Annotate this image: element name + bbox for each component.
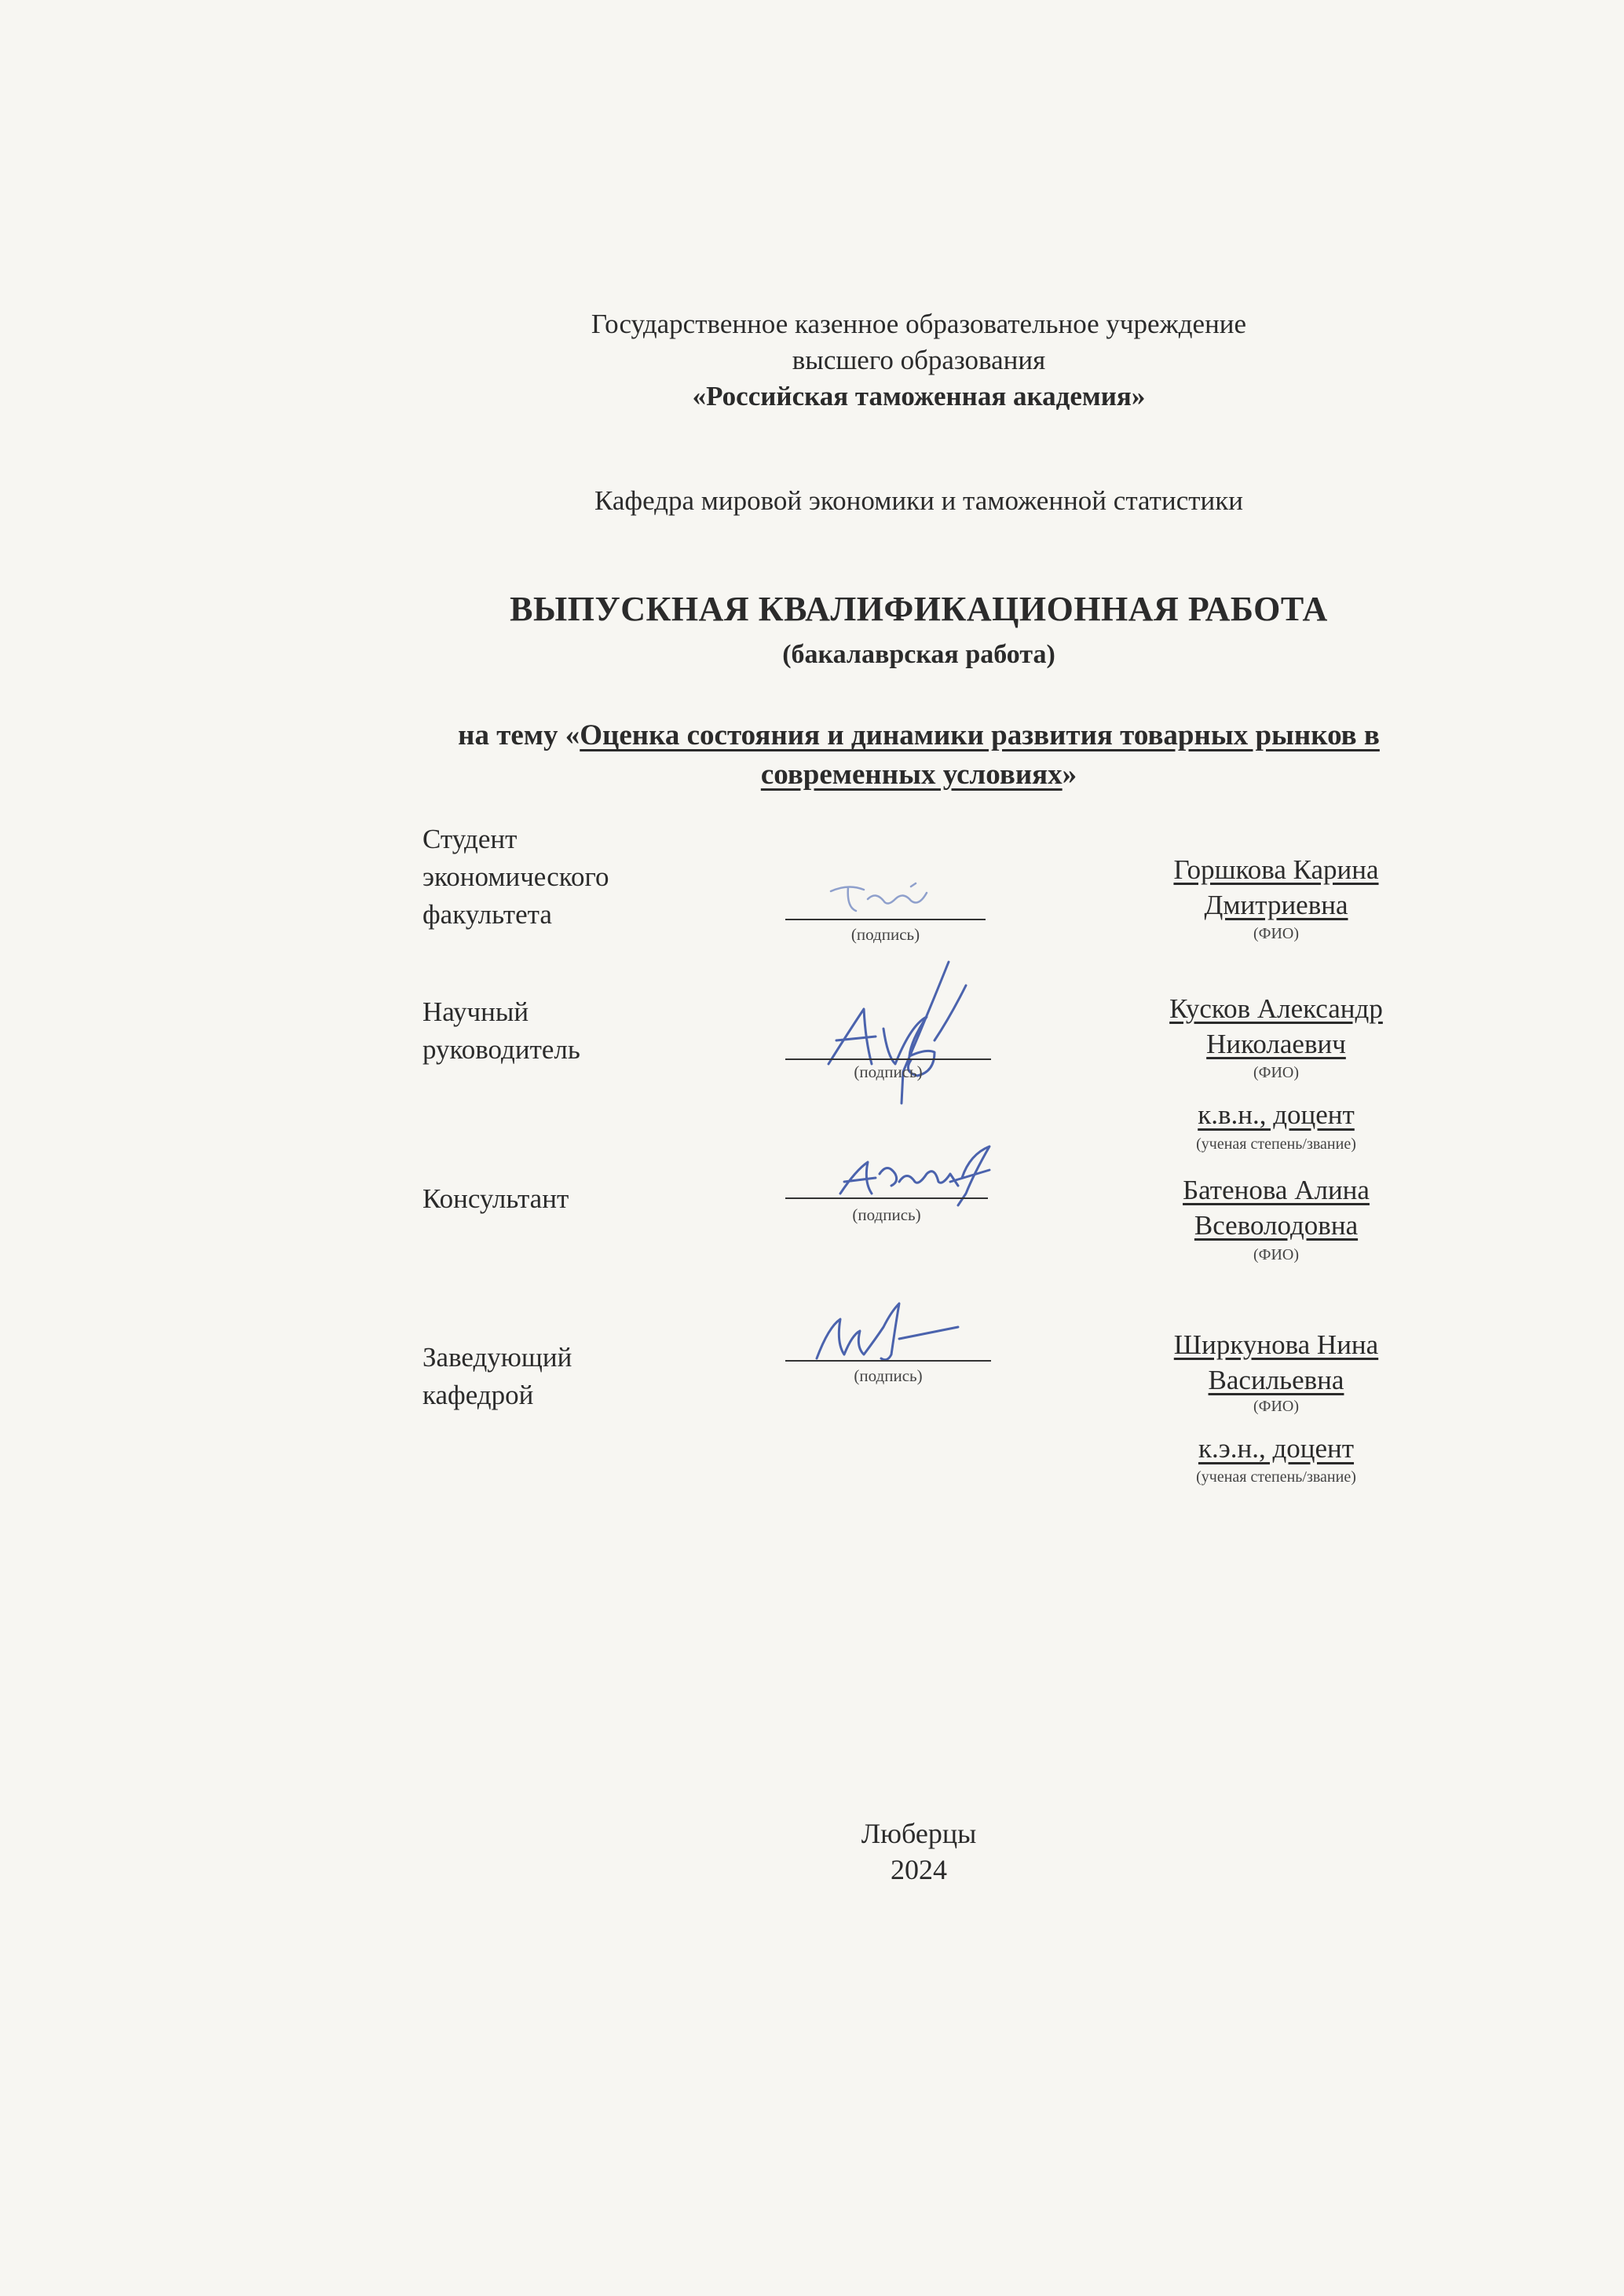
topic-prefix: на тему « xyxy=(458,719,580,751)
year: 2024 xyxy=(891,1854,947,1885)
document-title: ВЫПУСКНАЯ КВАЛИФИКАЦИОННАЯ РАБОТА xyxy=(510,590,1328,628)
student-signature xyxy=(825,876,966,923)
role-line: экономического xyxy=(422,861,609,892)
consultant-name xyxy=(1127,1172,1425,1243)
degree-text: к.э.н., доцент xyxy=(1198,1433,1355,1464)
institution-line-1: Государственное казенное образовательное учреждение xyxy=(591,309,1247,339)
student-signature-line xyxy=(785,919,986,920)
head-signature-line xyxy=(785,1360,991,1362)
topic-text-1: Оценка состояния и динамики развития товарных рынков в xyxy=(580,719,1380,751)
name-line: Батенова Алина xyxy=(1183,1175,1370,1205)
role-line: руководитель xyxy=(422,1034,580,1065)
name-line: Всеволодовна xyxy=(1194,1210,1359,1241)
consultant-role xyxy=(422,1180,569,1218)
role-line: Консультант xyxy=(422,1183,569,1214)
supervisor-role xyxy=(422,993,580,1069)
consultant-signature-caption: (подпись) xyxy=(852,1205,921,1224)
supervisor-signature xyxy=(817,954,1005,1111)
department-name: Кафедра мировой экономики и таможенной статистики xyxy=(594,485,1243,516)
role-line: факультета xyxy=(422,899,552,930)
role-line: Научный xyxy=(422,996,529,1027)
document-subtitle: (бакалаврская работа) xyxy=(782,640,1055,669)
supervisor-name xyxy=(1127,991,1425,1062)
institution-line-2: высшего образования xyxy=(792,345,1046,375)
footer xyxy=(0,1815,1624,1888)
name-line: Горшкова Карина xyxy=(1173,854,1379,885)
role-line: кафедрой xyxy=(422,1380,534,1410)
name-line: Васильевна xyxy=(1208,1365,1344,1395)
supervisor-degree xyxy=(1127,1099,1425,1131)
head-degree xyxy=(1127,1433,1425,1464)
role-line: Заведующий xyxy=(422,1342,572,1373)
institution-name: «Российская таможенная академия» xyxy=(692,381,1146,411)
city: Люберцы xyxy=(861,1818,977,1849)
consultant-name-caption: (ФИО) xyxy=(1253,1246,1299,1263)
student-name-caption: (ФИО) xyxy=(1253,925,1299,942)
degree-text: к.в.н., доцент xyxy=(1198,1099,1355,1130)
head-degree-caption: (ученая степень/звание) xyxy=(1196,1468,1356,1486)
head-name xyxy=(1127,1327,1425,1398)
topic-suffix: » xyxy=(1062,759,1077,791)
student-signature-caption: (подпись) xyxy=(850,925,920,944)
name-line: Кусков Александр xyxy=(1169,993,1383,1024)
consultant-signature-line xyxy=(785,1197,988,1199)
name-line: Дмитриевна xyxy=(1204,890,1348,920)
role-line: Студент xyxy=(422,824,518,854)
topic-line-1 xyxy=(0,716,1624,755)
head-name-caption: (ФИО) xyxy=(1253,1398,1299,1415)
name-line: Николаевич xyxy=(1206,1029,1346,1059)
topic-text-2: современных условиях xyxy=(760,759,1063,791)
supervisor-signature-line xyxy=(785,1058,991,1060)
supervisor-signature-caption: (подпись) xyxy=(854,1062,923,1081)
student-name xyxy=(1127,852,1425,923)
topic-line-2 xyxy=(0,755,1624,795)
supervisor-degree-caption: (ученая степень/звание) xyxy=(1196,1135,1356,1153)
head-signature-caption: (подпись) xyxy=(854,1366,923,1385)
head-role xyxy=(422,1339,572,1414)
student-role xyxy=(422,821,609,934)
head-signature xyxy=(809,1296,982,1366)
name-line: Ширкунова Нина xyxy=(1173,1329,1379,1360)
supervisor-name-caption: (ФИО) xyxy=(1253,1064,1299,1081)
